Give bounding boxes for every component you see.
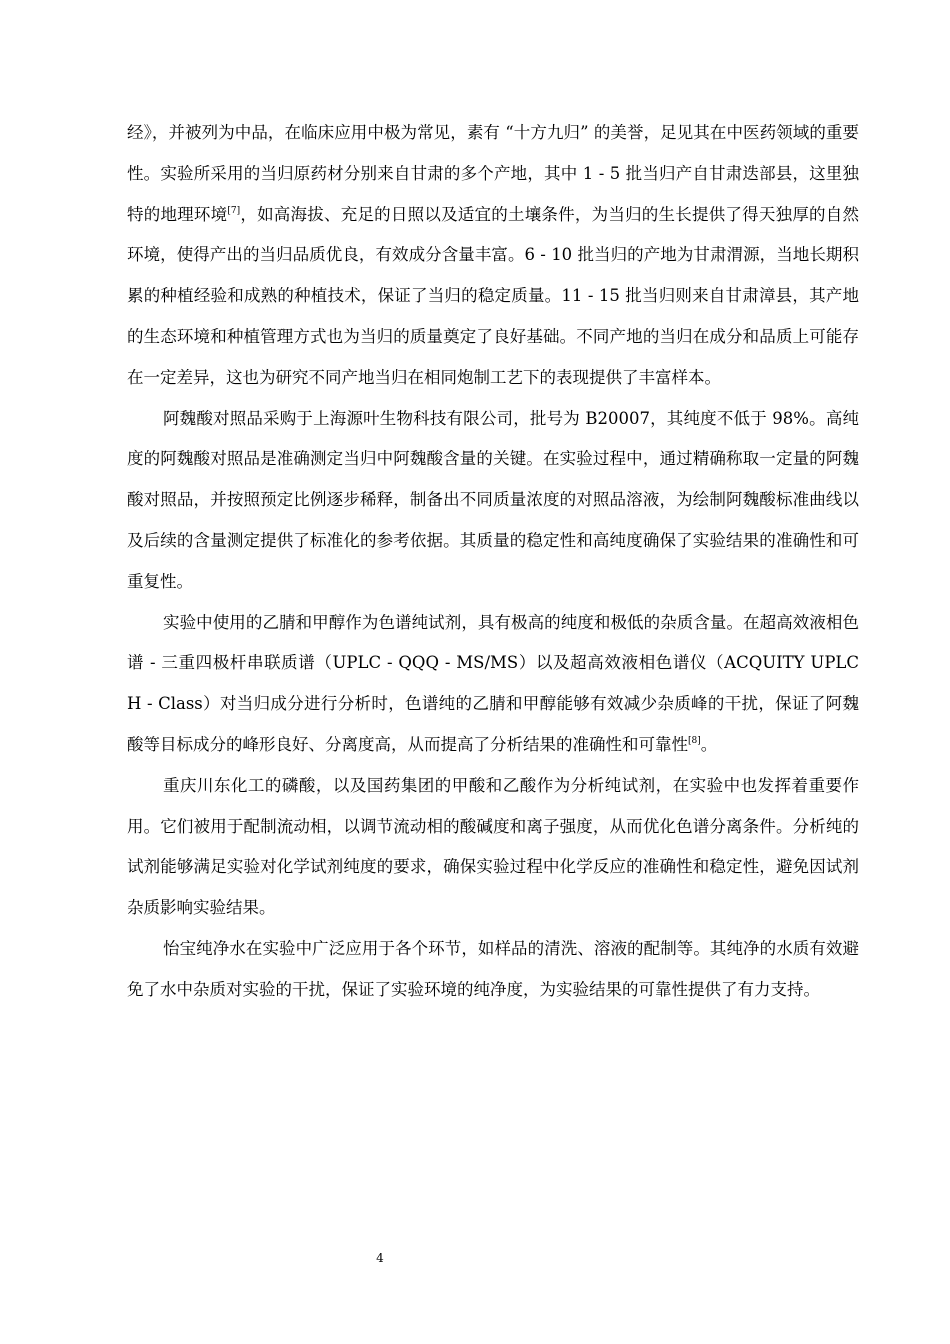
- paragraph-purified-water: 怡宝纯净水在实验中广泛应用于各个环节，如样品的清洗、溶液的配制等。其纯净的水质有效避免了水中杂质对实验的干扰，保证了实验环境的纯净度，为实验结果的可靠性提供了有力支持。: [127, 938, 859, 999]
- citation-7: [7]: [227, 205, 241, 216]
- paragraph-chromatographic-reagents: [127, 603, 859, 766]
- paragraph-ferulic-acid-standard: 阿魏酸对照品采购于上海源叶生物科技有限公司，批号为 B20007，其纯度不低于 98%。高纯度的阿魏酸对照品是准确测定当归中阿魏酸含量的关键。在实验过程中，通过精确称取一定量的阿魏酸对照品，并按照预定比例逐步稀释，制备出不同质量浓度的对照品溶液，为绘制阿魏酸标准曲线以及后续的含量测定提供了标准化的参考依据。其质量的稳定性和高纯度确保了实验结果的准确性和可重复性。: [127, 408, 859, 591]
- page-number: 4: [376, 1251, 384, 1265]
- paragraph-text: 。: [700, 734, 718, 754]
- citation-8: [8]: [688, 735, 701, 746]
- paragraph-angelica-origins: [127, 113, 859, 399]
- paragraph-text: 实验中使用的乙腈和甲醇作为色谱纯试剂，具有极高的纯度和极低的杂质含量。在超高效液相色谱 - 三重四极杆串联质谱（UPLC - QQQ - MS/MS）以及超高效液相色谱仪（ACQUITY UPLC H - Class）对当归成分进行分析时，色谱纯的乙腈和甲醇能够有效减少杂质峰的干扰，保证了阿魏酸等目标成分的峰形良好、分离度高，从而提高了分析结果的准确性和可靠性: [127, 612, 859, 754]
- paragraph-text: 经》，并被列为中品，在临床应用中极为常见，素有 “十方九归” 的美誉，足见其在中医药领域的重要性。实验所采用的当归原药材分别来自甘肃的多个产地，其中 1 - 5 批当归产自甘肃迭部县，这里独特的地理环境: [127, 123, 859, 224]
- paragraph-analytical-reagents: 重庆川东化工的磷酸，以及国药集团的甲酸和乙酸作为分析纯试剂，在实验中也发挥着重要作用。它们被用于配制流动相，以调节流动相的酸碱度和离子强度，从而优化色谱分离条件。分析纯的试剂能够满足实验对化学试剂纯度的要求，确保实验过程中化学反应的准确性和稳定性，避免因试剂杂质影响实验结果。: [127, 775, 859, 918]
- paragraph-text: ，如高海拔、充足的日照以及适宜的土壤条件，为当归的生长提供了得天独厚的自然环境，使得产出的当归品质优良，有效成分含量丰富。6 - 10 批当归的产地为甘肃渭源，当地长期积累的种植经验和成熟的种植技术，保证了当归的稳定质量。11 - 15 批当归则来自甘肃漳县，其产地的生态环境和种植管理方式也为当归的质量奠定了良好基础。不同产地的当归在成分和品质上可能存在一定差异，这也为研究不同产地当归在相同炮制工艺下的表现提供了丰富样本。: [127, 204, 860, 387]
- body-text: [127, 113, 859, 1011]
